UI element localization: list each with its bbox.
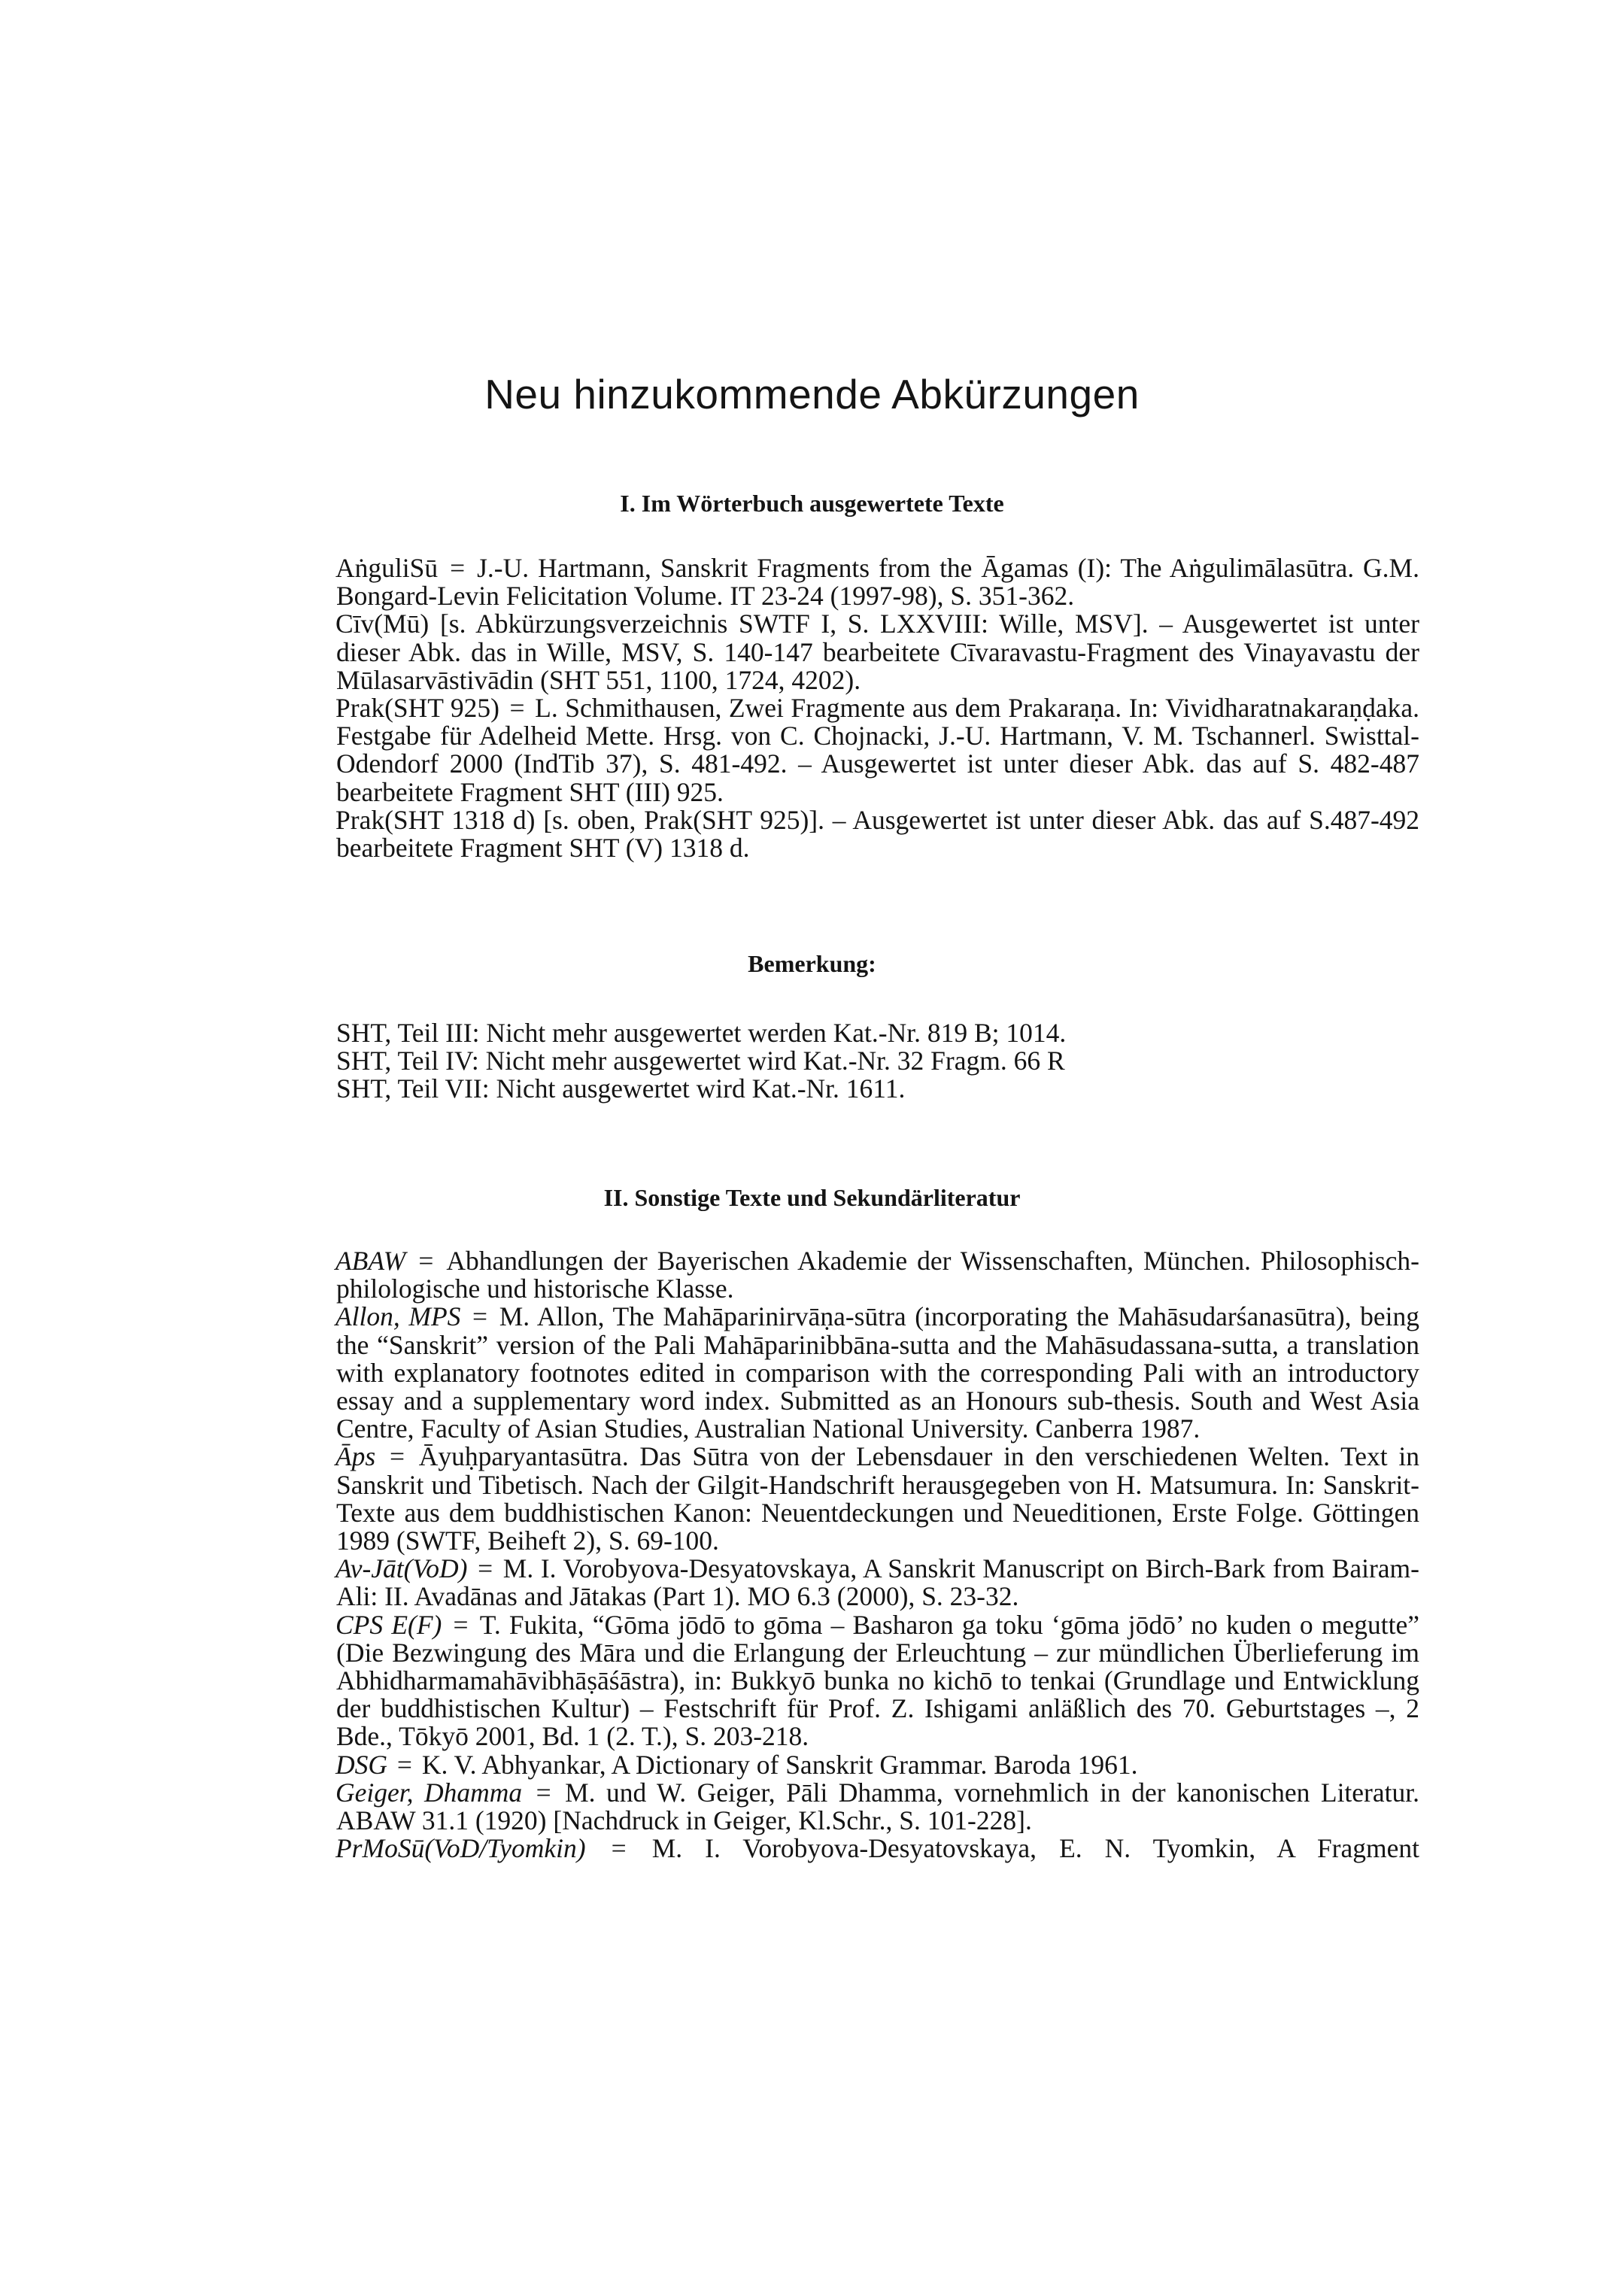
entry-abbreviation: ABAW	[335, 1246, 406, 1276]
section-heading-2: II. Sonstige Texte und Sekundärliteratur	[603, 1184, 1021, 1211]
entry-abbreviation: AṅguliSū	[335, 553, 439, 583]
entry-cps-ef: CPS E(F) = T. Fukita, “Gōma jōdō to gōma – Basharon ga toku ‘gōma jōdō’ no kuden o megutte” (Die Bezwingung des Māra und die Erlangung der Erleuchtung – zur mündlichen Überlieferung im Abhidharmamahāvibhāṣāśāstra), in: Bukkyō bunka no kichō to tenkai (Grundlage und Entwicklung der buddhistischen Kultur) – Festschrift für Prof. Z. Ishigami anläßlich des 70. Geburtstages –, 2 Bde., Tōkyō 2001, Bd. 1 (2. T.), S. 203-218.	[335, 1609, 1419, 1752]
entry-prak-sht-925: Prak(SHT 925) = L. Schmithausen, Zwei Fragmente aus dem Prakaraṇa. In: Vividharatnakaraṇḍaka. Festgabe für Adelheid Mette. Hrsg. von C. Chojnacki, J.-U. Hartmann, V. M. Tschannerl. Swisttal-Odendorf 2000 (IndTib 37), S. 481-492. – Ausgewertet ist unter dieser Abk. das auf S. 482-487 bearbeitete Fragment SHT (III) 925.	[335, 693, 1419, 807]
entry-text: J.-U. Hartmann, Sanskrit Fragments from the Āgamas (I): The Aṅgulimālasūtra. G.M. Bongard-Levin Felicitation Volume. IT 23-24 (1997-98), S. 351-362.	[336, 553, 1419, 612]
entry-abbreviation: Av-Jāt(VoD)	[335, 1553, 468, 1584]
entry-prak-sht-1318	[336, 806, 1419, 862]
entry-abaw: ABAW = Abhandlungen der Bayerischen Akademie der Wissenschaften, München. Philosophisch-philologische und historische Klasse.	[335, 1246, 1419, 1304]
entry-text: M. Allon, The Mahāparinirvāṇa-sūtra (incorporating the Mahāsudarśanasūtra), being the “Sanskrit” version of the Pali Mahāparinibbāna-sutta and the Mahāsudassana-sutta, a translation with explanatory footnotes edited in comparison with the corresponding Pali with an introductory essay and a supplementary word index. Submitted as an Honours sub-thesis. South and West Asia Centre, Faculty of Asian Studies, Australian National University. Canberra 1987.	[336, 1301, 1419, 1444]
entry-civ-mu	[336, 610, 1419, 694]
entry-allon-mps: Allon, MPS = M. Allon, The Mahāparinirvāṇa-sūtra (incorporating the Mahāsudarśanasūtra), being the “Sanskrit” version of the Pali Mahāparinibbāna-sutta and the Mahāsudassana-sutta, a translation with explanatory footnotes edited in comparison with the corresponding Pali with an introductory essay and a supplementary word index. Submitted as an Honours sub-thesis. South and West Asia Centre, Faculty of Asian Studies, Australian National University. Canberra 1987.	[335, 1301, 1419, 1444]
entry-av-jat: Av-Jāt(VoD) = M. I. Vorobyova-Desyatovskaya, A Sanskrit Manuscript on Birch-Bark from Bairam-Ali: II. Avadānas and Jātakas (Part 1). MO 6.3 (2000), S. 23-32.	[335, 1553, 1419, 1612]
page-title: Neu hinzukommende Abkürzungen	[484, 371, 1140, 417]
entry-text: M. I. Vorobyova-Desyatovskaya, A Sanskrit Manuscript on Birch-Bark from Bairam-Ali: II. Avadānas and Jātakas (Part 1). MO 6.3 (2000), S. 23-32.	[336, 1553, 1419, 1612]
entry-abbreviation: Geiger, Dhamma	[335, 1777, 523, 1808]
section-heading-1: I. Im Wörterbuch ausgewertete Texte	[620, 490, 1004, 517]
section-2-entries	[336, 1247, 1419, 1862]
entry-text: [s. oben, Prak(SHT 925)]. – Ausgewertet ist unter dieser Abk. das auf S.487-492 bearbeitete Fragment SHT (V) 1318 d.	[336, 804, 1420, 864]
entry-text: M. I. Vorobyova-Desyatovskaya, E. N. Tyomkin, A Fragment	[651, 1833, 1419, 1864]
section-1-entries	[336, 554, 1419, 862]
remark-line: SHT, Teil IV: Nicht mehr ausgewertet wird Kat.-Nr. 32 Fragm. 66 R	[336, 1046, 1065, 1076]
remark-lines	[336, 1019, 1419, 1104]
entry-dsg: DSG = K. V. Abhyankar, A Dictionary of Sanskrit Grammar. Baroda 1961.	[335, 1749, 1138, 1780]
entry-abbreviation: Prak(SHT 925)	[335, 693, 499, 724]
entry-text: T. Fukita, “Gōma jōdō to gōma – Basharon ga toku ‘gōma jōdō’ no kuden o megutte” (Die Bezwingung des Māra und die Erlangung der Erleuchtung – zur mündlichen Überlieferung im Abhidharmamahāvibhāṣāśāstra), in: Bukkyō bunka no kichō to tenkai (Grundlage und Entwicklung der buddhistischen Kultur) – Festschrift für Prof. Z. Ishigami anläßlich des 70. Geburtstages –, 2 Bde., Tōkyō 2001, Bd. 1 (2. T.), S. 203-218.	[336, 1609, 1419, 1752]
remark-heading: Bemerkung:	[748, 950, 876, 977]
entry-abbreviation: Prak(SHT 1318 d)	[335, 804, 536, 835]
entry-text: Abhandlungen der Bayerischen Akademie der Wissenschaften, München. Philosophisch-philologische und historische Klasse.	[336, 1246, 1419, 1304]
entry-anguli-su: AṅguliSū = J.-U. Hartmann, Sanskrit Fragments from the Āgamas (I): The Aṅgulimālasūtra. G.M. Bongard-Levin Felicitation Volume. IT 23-24 (1997-98), S. 351-362.	[335, 553, 1419, 612]
entry-abbreviation: PrMoSū(VoD/Tyomkin)	[335, 1833, 586, 1864]
remark-line: SHT, Teil III: Nicht mehr ausgewertet werden Kat.-Nr. 819 B; 1014.	[336, 1018, 1067, 1048]
entry-abbreviation: Allon, MPS	[335, 1301, 461, 1332]
entry-text: Āyuḥparyantasūtra. Das Sūtra von der Lebensdauer in den verschiedenen Welten. Text in Sanskrit und Tibetisch. Nach der Gilgit-Handschrift herausgegeben von H. Matsumura. In: Sanskrit-Texte aus dem buddhistischen Kanon: Neuentdeckungen und Neueditionen, Erste Folge. Göttingen 1989 (SWTF, Beiheft 2), S. 69-100.	[336, 1441, 1419, 1556]
entry-abbreviation: DSG	[335, 1749, 388, 1780]
entry-abbreviation: CPS E(F)	[335, 1609, 442, 1640]
remark-line: SHT, Teil VII: Nicht ausgewertet wird Kat.-Nr. 1611.	[336, 1073, 906, 1104]
entry-text: M. und W. Geiger, Pāli Dhamma, vornehmlich in der kanonischen Literatur. ABAW 31.1 (1920) [Nachdruck in Geiger, Kl.Schr., S. 101-228].	[336, 1777, 1419, 1836]
entry-text: K. V. Abhyankar, A Dictionary of Sanskrit Grammar. Baroda 1961.	[421, 1749, 1138, 1780]
entry-geiger-dhamma: Geiger, Dhamma = M. und W. Geiger, Pāli Dhamma, vornehmlich in der kanonischen Literatur. ABAW 31.1 (1920) [Nachdruck in Geiger, Kl.Schr., S. 101-228].	[335, 1777, 1419, 1836]
entry-aps: Āps = Āyuḥparyantasūtra. Das Sūtra von der Lebensdauer in den verschiedenen Welten. Text in Sanskrit und Tibetisch. Nach der Gilgit-Handschrift herausgegeben von H. Matsumura. In: Sanskrit-Texte aus dem buddhistischen Kanon: Neuentdeckungen und Neueditionen, Erste Folge. Göttingen 1989 (SWTF, Beiheft 2), S. 69-100.	[335, 1441, 1419, 1556]
entry-abbreviation: Cīv(Mū)	[335, 609, 430, 639]
entry-abbreviation: Āps	[335, 1441, 376, 1472]
entry-text: L. Schmithausen, Zwei Fragmente aus dem Prakaraṇa. In: Vividharatnakaraṇḍaka. Festgabe für Adelheid Mette. Hrsg. von C. Chojnacki, J.-U. Hartmann, V. M. Tschannerl. Swisttal-Odendorf 2000 (IndTib 37), S. 481-492. – Ausgewertet ist unter dieser Abk. das auf S. 482-487 bearbeitete Fragment SHT (III) 925.	[336, 693, 1419, 807]
entry-text: [s. Abkürzungsverzeichnis SWTF I, S. LXXVIII: Wille, MSV]. – Ausgewertet ist unter dieser Abk. das in Wille, MSV, S. 140-147 bearbeitete Cīvaravastu-Fragment des Vinayavastu der Mūlasarvāstivādin (SHT 551, 1100, 1724, 4202).	[336, 609, 1419, 695]
entry-prmosu: PrMoSū(VoD/Tyomkin) = M. I. Vorobyova-Desyatovskaya, E. N. Tyomkin, A Fragment	[335, 1833, 1419, 1864]
